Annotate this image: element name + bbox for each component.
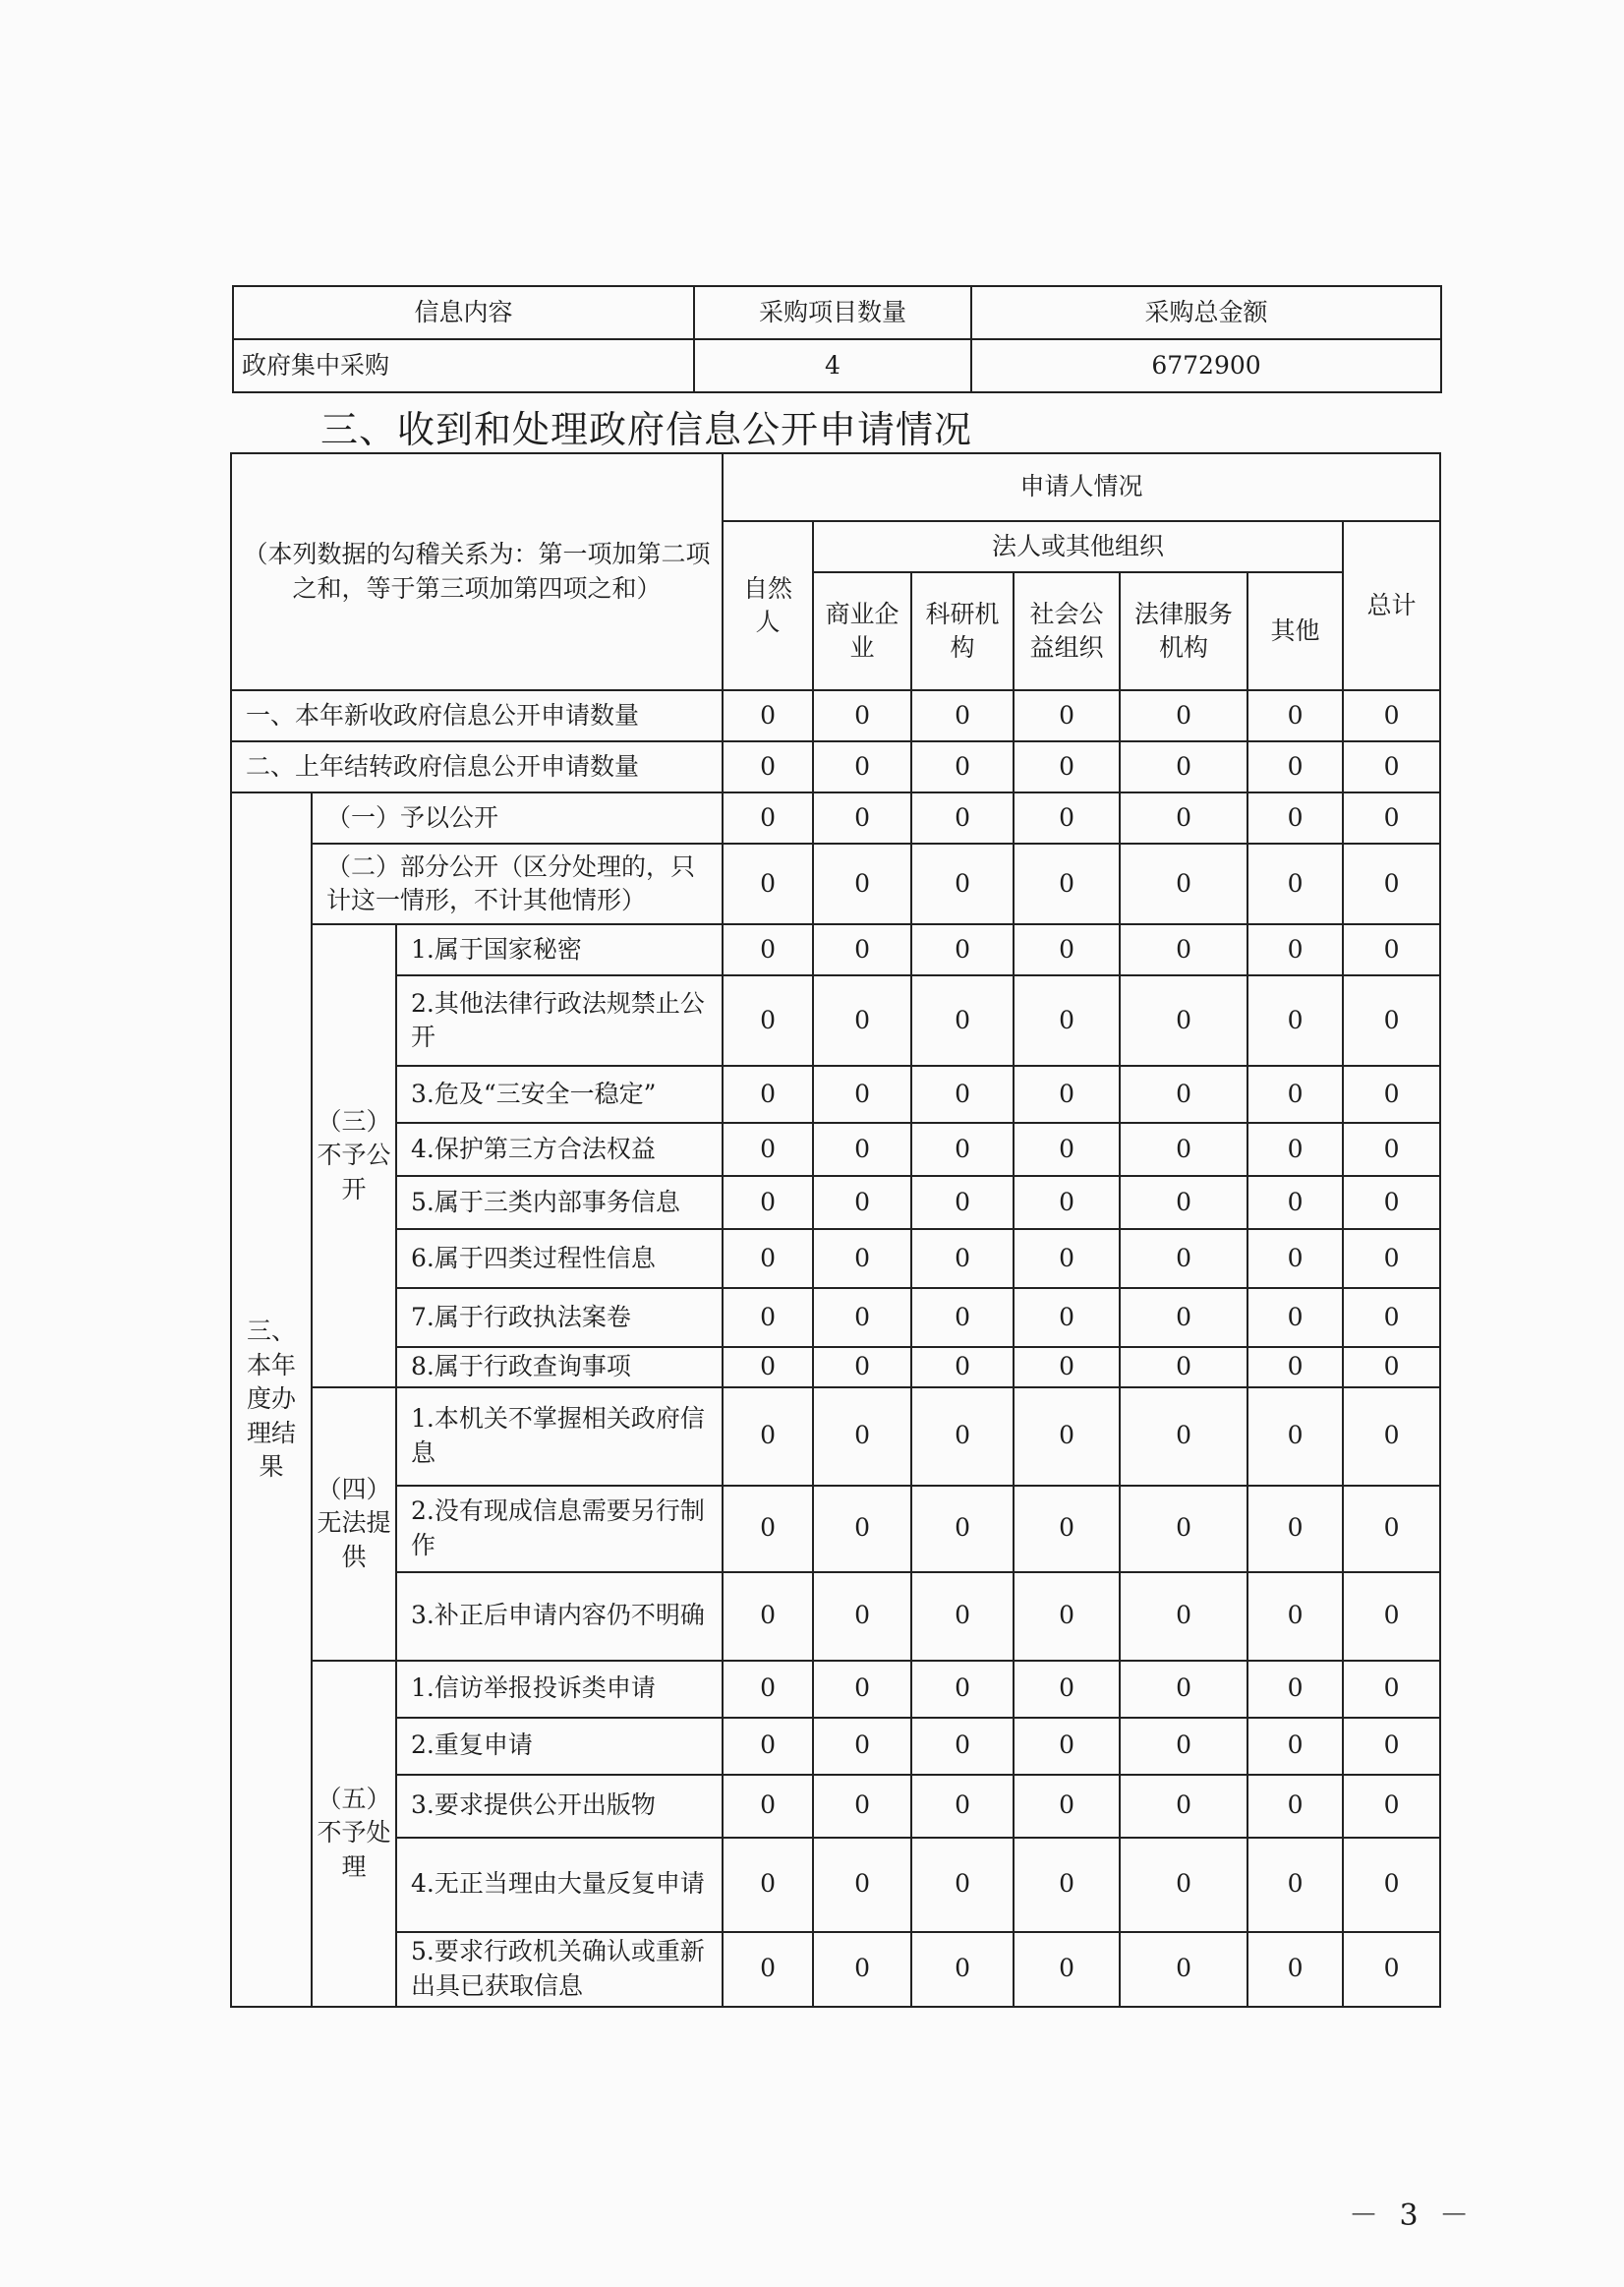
count-cell: 0 [1014,1066,1120,1123]
count-cell: 0 [1120,924,1247,975]
count-cell: 0 [1343,1387,1440,1486]
row-label-item: 7.属于行政执法案卷 [396,1288,723,1347]
count-cell: 0 [723,1066,813,1123]
count-cell: 0 [1343,975,1440,1066]
org-header-public-welfare: 社会公益组织 [1014,572,1120,690]
count-cell: 0 [723,1572,813,1661]
count-cell: 0 [911,1229,1014,1288]
natural-person-header: 自然人 [723,521,813,690]
row-label-item: 4.保护第三方合法权益 [396,1123,723,1176]
count-cell: 0 [911,741,1014,792]
count-cell: 0 [1120,741,1247,792]
count-cell: 0 [1120,1347,1247,1387]
count-cell: 0 [723,844,813,924]
org-header-research: 科研机构 [911,572,1014,690]
count-cell: 0 [1343,741,1440,792]
table-row [231,1572,1440,1661]
count-cell: 0 [1014,1718,1120,1775]
count-cell: 0 [813,741,911,792]
count-cell: 0 [1247,1229,1343,1288]
table-row [231,1347,1440,1387]
group-label-unable: （四）无法提供 [312,1387,396,1661]
row-label-new: 一、本年新收政府信息公开申请数量 [231,690,723,741]
count-cell: 0 [1120,1288,1247,1347]
count-cell: 0 [1014,1932,1120,2007]
org-group-header: 法人或其他组织 [813,521,1343,572]
count-cell: 0 [911,792,1014,844]
count-cell: 0 [1120,844,1247,924]
count-cell: 0 [723,792,813,844]
count-cell: 0 [1120,1123,1247,1176]
table-row [231,1775,1440,1838]
row-label-item: 1.本机关不掌握相关政府信息 [396,1387,723,1486]
count-cell: 0 [1120,1572,1247,1661]
count-cell: 0 [911,844,1014,924]
count-cell: 0 [1247,1775,1343,1838]
application-statistics-table [230,452,1441,2008]
count-cell: 0 [1247,1718,1343,1775]
procurement-header-content: 信息内容 [233,286,694,339]
count-cell: 0 [1343,1775,1440,1838]
count-cell: 0 [1247,1347,1343,1387]
row-label-item: 6.属于四类过程性信息 [396,1229,723,1288]
count-cell: 0 [1014,1661,1120,1718]
count-cell: 0 [1014,741,1120,792]
row-label-public: （一）予以公开 [312,792,723,844]
table-row [231,844,1440,924]
count-cell: 0 [813,1775,911,1838]
count-cell: 0 [911,1387,1014,1486]
table-row [231,741,1440,792]
table-row [231,1932,1440,2007]
count-cell: 0 [1014,1347,1120,1387]
count-cell: 0 [723,1486,813,1572]
count-cell: 0 [1343,1229,1440,1288]
count-cell: 0 [1120,1387,1247,1486]
count-cell: 0 [1014,924,1120,975]
count-cell: 0 [723,690,813,741]
count-cell: 0 [1014,1176,1120,1229]
count-cell: 0 [1014,1572,1120,1661]
count-cell: 0 [813,1347,911,1387]
count-cell: 0 [1343,1932,1440,2007]
count-cell: 0 [1247,741,1343,792]
table-row [231,924,1440,975]
count-cell: 0 [1014,1123,1120,1176]
count-cell: 0 [1343,1661,1440,1718]
count-cell: 0 [1343,1066,1440,1123]
row-label-partial: （二）部分公开（区分处理的，只计这一情形，不计其他情形） [312,844,723,924]
count-cell: 0 [1247,924,1343,975]
count-cell: 0 [911,975,1014,1066]
count-cell: 0 [911,1347,1014,1387]
count-cell: 0 [1247,1288,1343,1347]
count-cell: 0 [1247,1838,1343,1932]
procurement-header-count: 采购项目数量 [694,286,971,339]
count-cell: 0 [1120,1176,1247,1229]
count-cell: 0 [911,690,1014,741]
count-cell: 0 [1247,975,1343,1066]
row-label-item: 1.信访举报投诉类申请 [396,1661,723,1718]
count-cell: 0 [1014,844,1120,924]
procurement-row-amount: 6772900 [971,339,1441,392]
procurement-row-label: 政府集中采购 [233,339,694,392]
count-cell: 0 [1120,1932,1247,2007]
count-cell: 0 [911,1838,1014,1932]
count-cell: 0 [813,1387,911,1486]
count-cell: 0 [813,690,911,741]
count-cell: 0 [1247,1661,1343,1718]
count-cell: 0 [1120,690,1247,741]
count-cell: 0 [1120,1066,1247,1123]
count-cell: 0 [813,924,911,975]
count-cell: 0 [813,1838,911,1932]
count-cell: 0 [813,1718,911,1775]
count-cell: 0 [1014,1288,1120,1347]
count-cell: 0 [1014,1775,1120,1838]
count-cell: 0 [1014,1229,1120,1288]
count-cell: 0 [1343,1572,1440,1661]
procurement-row-count: 4 [694,339,971,392]
table-row [231,1229,1440,1288]
count-cell: 0 [1120,792,1247,844]
table-row [231,690,1440,741]
count-cell: 0 [1343,1123,1440,1176]
count-cell: 0 [723,924,813,975]
count-cell: 0 [813,975,911,1066]
count-cell: 0 [723,975,813,1066]
count-cell: 0 [813,1176,911,1229]
count-cell: 0 [723,1387,813,1486]
count-cell: 0 [1120,1661,1247,1718]
count-cell: 0 [813,1229,911,1288]
count-cell: 0 [1343,1347,1440,1387]
count-cell: 0 [1120,1838,1247,1932]
row-label-carry: 二、上年结转政府信息公开申请数量 [231,741,723,792]
count-cell: 0 [723,1176,813,1229]
count-cell: 0 [911,1288,1014,1347]
table-row [231,1123,1440,1176]
count-cell: 0 [1343,690,1440,741]
count-cell: 0 [1014,975,1120,1066]
count-cell: 0 [1120,1229,1247,1288]
count-cell: 0 [1343,1718,1440,1775]
row-label-item: 8.属于行政查询事项 [396,1347,723,1387]
count-cell: 0 [723,1229,813,1288]
count-cell: 0 [1343,1288,1440,1347]
count-cell: 0 [1247,792,1343,844]
row-label-item: 4.无正当理由大量反复申请 [396,1838,723,1932]
procurement-table [232,285,1442,393]
count-cell: 0 [1247,844,1343,924]
count-cell: 0 [911,1486,1014,1572]
table-row [231,1066,1440,1123]
count-cell: 0 [1014,690,1120,741]
count-cell: 0 [813,1486,911,1572]
count-cell: 0 [1343,924,1440,975]
table-row [231,975,1440,1066]
count-cell: 0 [911,1661,1014,1718]
group-label-result: 三、本年度办理结果 [231,792,312,2007]
count-cell: 0 [723,1932,813,2007]
count-cell: 0 [813,792,911,844]
count-cell: 0 [1247,1387,1343,1486]
count-cell: 0 [1014,1387,1120,1486]
count-cell: 0 [723,1718,813,1775]
table-row [231,1486,1440,1572]
count-cell: 0 [1120,975,1247,1066]
count-cell: 0 [1014,1486,1120,1572]
count-cell: 0 [723,741,813,792]
count-cell: 0 [723,1288,813,1347]
count-cell: 0 [911,1066,1014,1123]
count-cell: 0 [1343,1838,1440,1932]
table-row [231,1838,1440,1932]
org-header-legal-service: 法律服务机构 [1120,572,1247,690]
procurement-header-amount: 采购总金额 [971,286,1441,339]
count-cell: 0 [813,1066,911,1123]
row-label-item: 3.补正后申请内容仍不明确 [396,1572,723,1661]
count-cell: 0 [723,1838,813,1932]
table-note: （本列数据的勾稽关系为：第一项加第二项之和，等于第三项加第四项之和） [231,453,723,690]
count-cell: 0 [911,924,1014,975]
count-cell: 0 [1247,1123,1343,1176]
org-header-commercial: 商业企业 [813,572,911,690]
page-number: － 3 － [1349,2199,1476,2233]
count-cell: 0 [1120,1775,1247,1838]
count-cell: 0 [911,1932,1014,2007]
row-label-item: 2.重复申请 [396,1718,723,1775]
count-cell: 0 [1343,1486,1440,1572]
table-row [231,1288,1440,1347]
count-cell: 0 [1014,792,1120,844]
count-cell: 0 [911,1176,1014,1229]
count-cell: 0 [1343,1176,1440,1229]
row-label-item: 5.属于三类内部事务信息 [396,1176,723,1229]
count-cell: 0 [813,844,911,924]
count-cell: 0 [723,1123,813,1176]
count-cell: 0 [813,1572,911,1661]
count-cell: 0 [1247,1572,1343,1661]
count-cell: 0 [813,1932,911,2007]
group-label-no-handle: （五）不予处理 [312,1661,396,2007]
org-header-other: 其他 [1247,572,1343,690]
count-cell: 0 [911,1775,1014,1838]
row-label-item: 3.危及“三安全一稳定” [396,1066,723,1123]
group-label-not-public: （三）不予公开 [312,924,396,1387]
count-cell: 0 [1120,1486,1247,1572]
table-row [231,1387,1440,1486]
count-cell: 0 [813,1288,911,1347]
table-row [231,1176,1440,1229]
count-cell: 0 [1343,844,1440,924]
count-cell: 0 [723,1347,813,1387]
count-cell: 0 [1247,1066,1343,1123]
count-cell: 0 [1247,1486,1343,1572]
total-header: 总计 [1343,521,1440,690]
count-cell: 0 [911,1123,1014,1176]
row-label-item: 2.其他法律行政法规禁止公开 [396,975,723,1066]
table-row [231,1661,1440,1718]
count-cell: 0 [813,1661,911,1718]
count-cell: 0 [1247,690,1343,741]
row-label-item: 2.没有现成信息需要另行制作 [396,1486,723,1572]
section-title: 三、收到和处理政府信息公开申请情况 [320,408,973,451]
count-cell: 0 [911,1572,1014,1661]
table-row [231,1718,1440,1775]
count-cell: 0 [813,1123,911,1176]
count-cell: 0 [1247,1932,1343,2007]
count-cell: 0 [723,1661,813,1718]
count-cell: 0 [723,1775,813,1838]
count-cell: 0 [1120,1718,1247,1775]
count-cell: 0 [911,1718,1014,1775]
row-label-item: 3.要求提供公开出版物 [396,1775,723,1838]
row-label-item: 1.属于国家秘密 [396,924,723,975]
row-label-item: 5.要求行政机关确认或重新出具已获取信息 [396,1932,723,2007]
count-cell: 0 [1247,1176,1343,1229]
count-cell: 0 [1343,792,1440,844]
applicant-header: 申请人情况 [723,453,1440,521]
count-cell: 0 [1014,1838,1120,1932]
table-row [231,792,1440,844]
